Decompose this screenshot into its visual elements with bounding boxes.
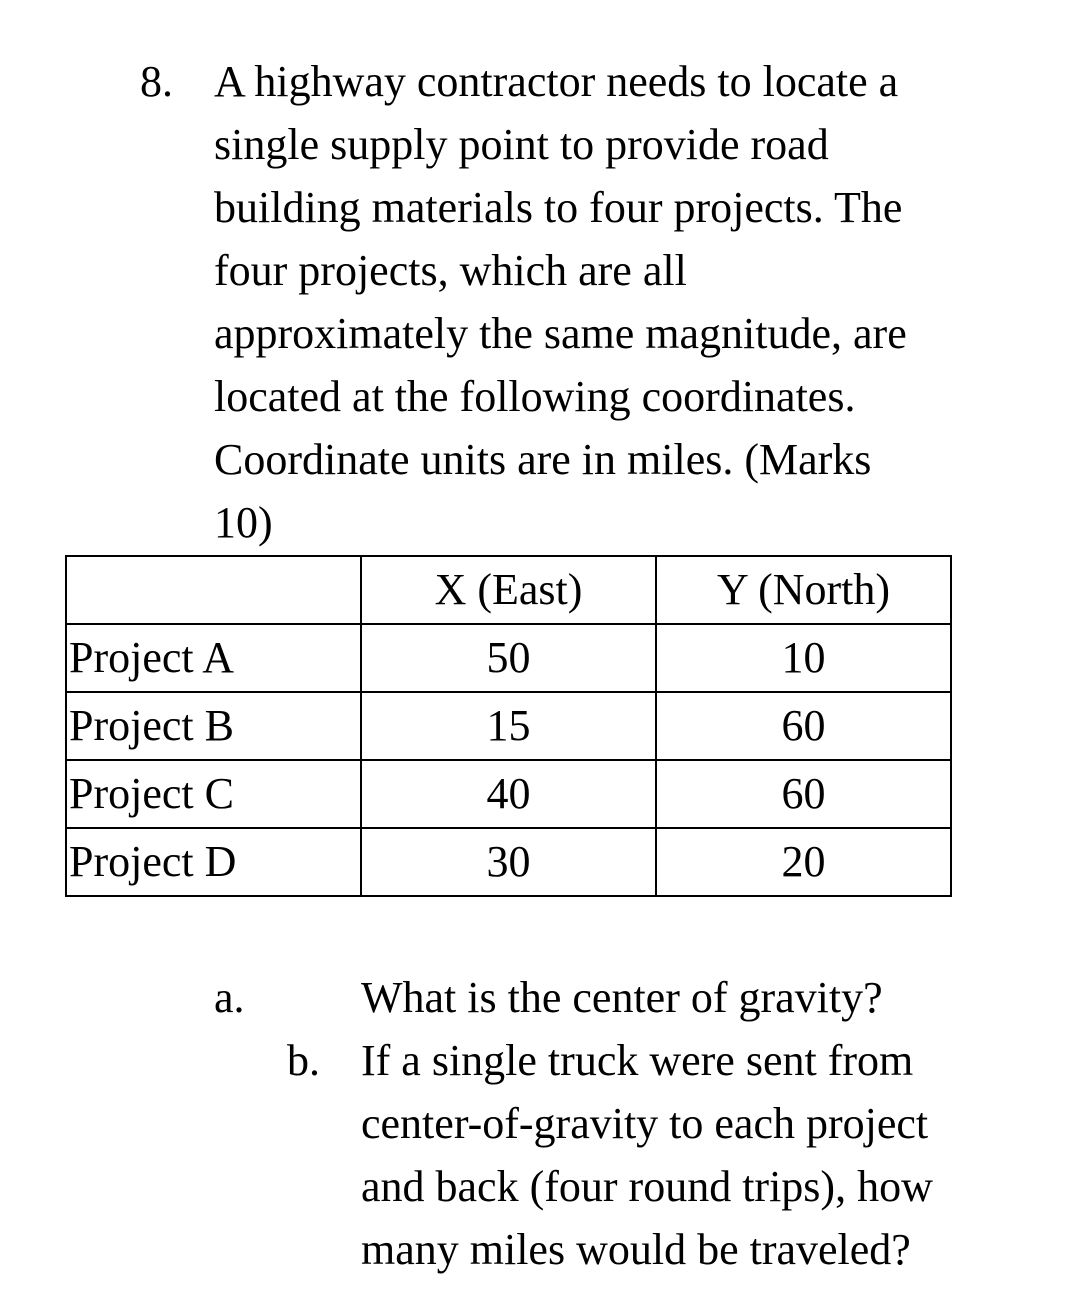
- header-y-north: Y (North): [656, 556, 951, 624]
- table-row: [66, 624, 951, 692]
- row-y-value: 20: [656, 828, 951, 896]
- question-line: located at the following coordinates.: [214, 372, 856, 421]
- question-line: building materials to four projects. The: [214, 183, 903, 232]
- row-x-value: 50: [361, 624, 656, 692]
- row-x-value: 30: [361, 828, 656, 896]
- header-x-east: X (East): [361, 556, 656, 624]
- coordinates-table: [65, 555, 952, 897]
- header-empty-cell: [66, 556, 361, 624]
- subquestion-b-line: center-of-gravity to each project: [361, 1099, 929, 1148]
- subquestion-b-marker: b.: [287, 1036, 320, 1085]
- question-number: 8.: [140, 57, 173, 106]
- row-y-value: 10: [656, 624, 951, 692]
- row-label: Project C: [66, 760, 361, 828]
- question-text: [214, 50, 1014, 554]
- table-row: [66, 760, 951, 828]
- table-header-row: [66, 556, 951, 624]
- question-line: Coordinate units are in miles. (Marks: [214, 435, 872, 484]
- subquestion-b-line: If a single truck were sent from: [361, 1036, 914, 1085]
- table-row: [66, 692, 951, 760]
- row-x-value: 40: [361, 760, 656, 828]
- subquestion-b-text: [361, 1029, 1061, 1281]
- question-line: four projects, which are all: [214, 246, 687, 295]
- question-line: 10): [214, 498, 273, 547]
- row-label: Project A: [66, 624, 361, 692]
- row-label: Project B: [66, 692, 361, 760]
- subquestion-b-line: and back (four round trips), how: [361, 1162, 933, 1211]
- row-x-value: 15: [361, 692, 656, 760]
- row-y-value: 60: [656, 760, 951, 828]
- table-row: [66, 828, 951, 896]
- row-label: Project D: [66, 828, 361, 896]
- question-line: single supply point to provide road: [214, 120, 829, 169]
- question-line: approximately the same magnitude, are: [214, 309, 907, 358]
- subquestion-b-line: many miles would be traveled?: [361, 1225, 911, 1274]
- row-y-value: 60: [656, 692, 951, 760]
- question-line: A highway contractor needs to locate a: [214, 57, 899, 106]
- subquestion-a-marker: a.: [214, 973, 245, 1022]
- subquestion-a-text: What is the center of gravity?: [361, 973, 883, 1022]
